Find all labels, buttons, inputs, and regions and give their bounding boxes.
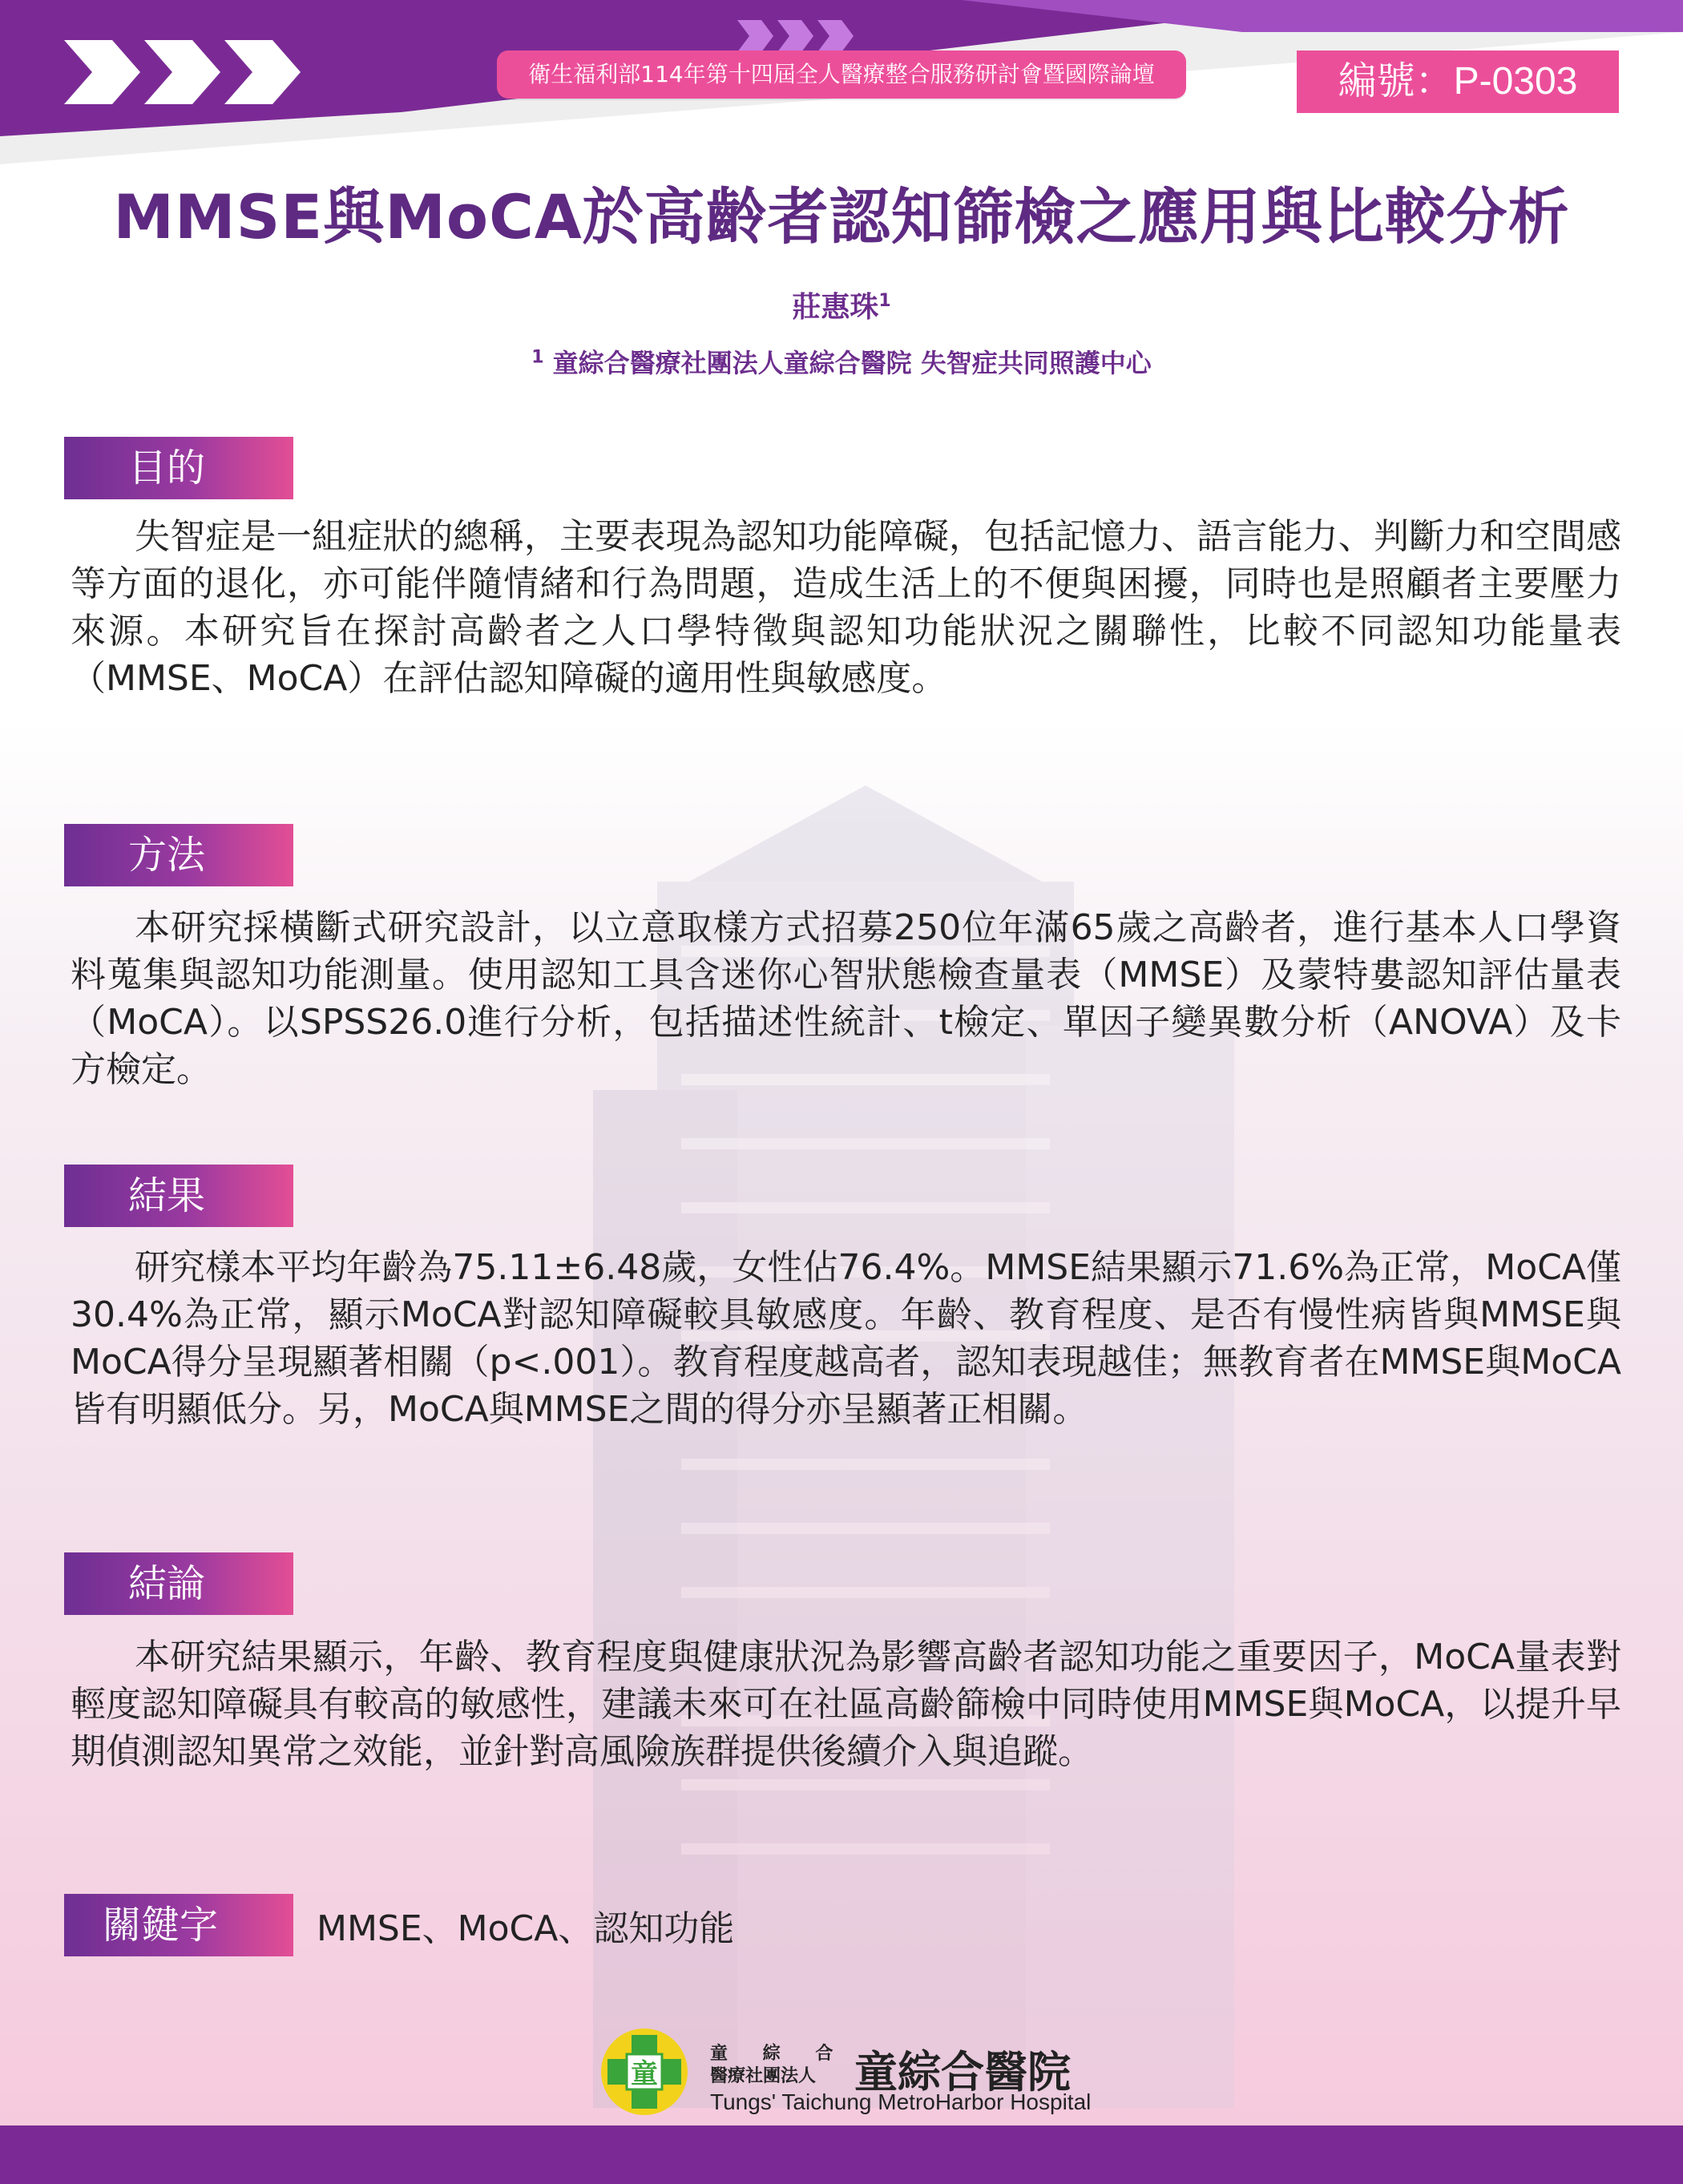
section-text-conclusion: 本研究結果顯示，年齡、教育程度與健康狀況為影響高齡者認知功能之重要因子，MoCA量表對輕度認知障礙具有較高的敏感性，建議未來可在社區高齡篩檢中同時使用MMSE與MoCA，以提升早期偵測認知異常之效能，並針對高風險族群提供後續介入與追蹤。 [71, 1637, 1621, 1772]
hospital-cross-icon [599, 2027, 689, 2117]
author-line [0, 285, 1683, 325]
logo-hospital-name: 童綜合醫院 [854, 2047, 1071, 2097]
section-text-methods: 本研究採橫斷式研究設計，以立意取樣方式招募250位年滿65歲之高齡者，進行基本人口學資料蒐集與認知功能測量。使用認知工具含迷你心智狀態檢查量表（MMSE）及蒙特婁認知評估量表（MoCA）。以SPSS26.0進行分析，包括描述性統計、t檢定、單因子變異數分析（ANOVA）及卡方檢定。 [71, 907, 1621, 1090]
section-label-conclusion: 結論 [64, 1552, 293, 1615]
conference-banner: 衛生福利部114年第十四屆全人醫療整合服務研討會暨國際論壇 [497, 50, 1186, 99]
footer-band [0, 2125, 1683, 2184]
section-label-purpose: 目的 [64, 437, 293, 499]
logo-line1: 童 綜 合 [710, 2044, 848, 2064]
affiliation-index: 1 [531, 347, 544, 368]
author-affiliation-index: 1 [878, 291, 891, 311]
hospital-logo [599, 2024, 1096, 2120]
logo-mark-char: 童 [631, 2058, 658, 2090]
logo-english-name: Tungs' Taichung MetroHarbor Hospital [710, 2089, 1092, 2114]
poster-number-badge: 編號：P-0303 [1297, 50, 1619, 113]
section-label-keywords: 關鍵字 [64, 1894, 293, 1956]
author-name: 莊惠珠 [792, 291, 879, 324]
poster-title: MMSE與MoCA於高齡者認知篩檢之應用與比較分析 [113, 181, 1570, 252]
affiliation-line [0, 343, 1683, 380]
section-text-results: 研究樣本平均年齡為75.11±6.48歲，女性佔76.4%。MMSE結果顯示71.6%為正常，MoCA僅30.4%為正常，顯示MoCA對認知障礙較具敏感度。年齡、教育程度、是否有慢性病皆與MMSE與MoCA得分呈現顯著相關（p<.001）。教育程度越高者，認知表現越佳；無教育者在MMSE與MoCA皆有明顯低分。另，MoCA與MMSE之間的得分亦呈顯著正相關。 [71, 1247, 1621, 1430]
section-label-methods: 方法 [64, 824, 293, 886]
logo-line2: 醫療社團法人 [710, 2066, 817, 2086]
section-text-purpose: 失智症是一組症狀的總稱，主要表現為認知功能障礙，包括記憶力、語言能力、判斷力和空間感等方面的退化，亦可能伴隨情緒和行為問題，造成生活上的不便與困擾，同時也是照顧者主要壓力來源。本研究旨在探討高齡者之人口學特徵與認知功能狀況之關聯性，比較不同認知功能量表（MMSE、MoCA）在評估認知障礙的適用性與敏感度。 [71, 516, 1621, 699]
affiliation-text: 童綜合醫療社團法人童綜合醫院 失智症共同照護中心 [552, 348, 1152, 378]
section-label-results: 結果 [64, 1165, 293, 1227]
keywords-text: MMSE、MoCA、認知功能 [317, 1908, 735, 1949]
